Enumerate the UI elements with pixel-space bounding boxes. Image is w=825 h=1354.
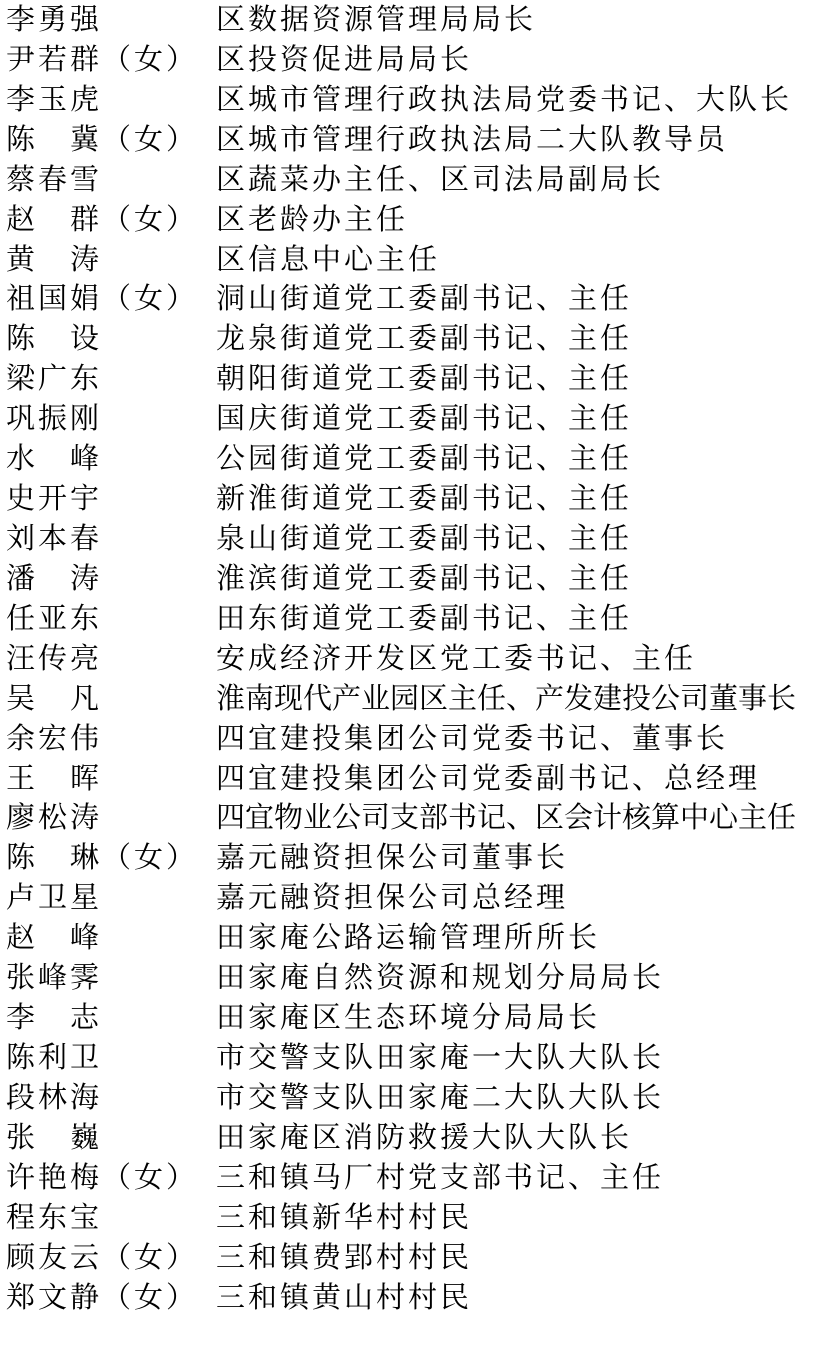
person-title: 四宜建投集团公司党委副书记、总经理 [216,760,761,795]
person-name: 祖国娟（女） [6,281,199,316]
person-name: 段林海 [6,1079,103,1114]
roster-row [6,399,821,439]
person-name: 程东宝 [6,1199,103,1234]
roster-row [6,519,821,559]
person-name: 赵 峰 [6,920,103,955]
roster-row [6,958,821,998]
person-title: 田家庵公路运输管理所所长 [216,920,601,955]
person-name: 陈 琳（女） [6,840,199,875]
person-name: 蔡春雪 [6,161,103,196]
roster-row [6,719,821,759]
roster-row [6,120,821,160]
person-name: 张 巍 [6,1119,103,1154]
person-name: 王 晖 [6,760,103,795]
person-name: 任亚东 [6,600,103,635]
roster-row [6,1118,821,1158]
roster-list [6,0,821,1317]
person-name: 赵 群（女） [6,201,199,236]
person-title: 区数据资源管理局局长 [216,2,537,36]
roster-row [6,439,821,479]
roster-row [6,1278,821,1318]
person-name: 张峰霁 [6,960,103,995]
roster-row [6,1038,821,1078]
person-title: 田家庵自然资源和规划分局局长 [216,960,665,995]
roster-row [6,639,821,679]
roster-row [6,599,821,639]
person-name: 梁广东 [6,361,103,396]
person-title: 区城市管理行政执法局二大队教导员 [216,121,729,156]
person-title: 区投资促进局局长 [216,41,473,76]
roster-row [6,998,821,1038]
person-title: 龙泉街道党工委副书记、主任 [216,321,633,356]
person-name: 陈 冀（女） [6,121,199,156]
person-name: 巩振刚 [6,401,103,436]
person-name: 李 志 [6,1000,103,1035]
person-title: 安成经济开发区党工委书记、主任 [216,640,697,675]
roster-row [6,479,821,519]
person-name: 史开宇 [6,481,103,516]
roster-row [6,679,821,719]
person-title: 淮滨街道党工委副书记、主任 [216,560,633,595]
person-title: 四宜物业公司支部书记、区会计核算中心主任 [216,800,797,835]
person-name: 陈利卫 [6,1039,103,1074]
person-title: 嘉元融资担保公司总经理 [216,880,569,915]
person-title: 国庆街道党工委副书记、主任 [216,401,633,436]
person-name: 刘本春 [6,520,103,555]
person-title: 市交警支队田家庵一大队大队长 [216,1039,665,1074]
person-name: 黄 涛 [6,241,103,276]
roster-row [6,559,821,599]
roster-row [6,359,821,399]
person-title: 三和镇新华村村民 [216,1199,473,1234]
person-title: 区老龄办主任 [216,201,409,236]
person-title: 泉山街道党工委副书记、主任 [216,520,633,555]
person-name: 许艳梅（女） [6,1159,199,1194]
roster-row [6,838,821,878]
roster-row [6,1198,821,1238]
roster-row [6,1158,821,1198]
person-name: 卢卫星 [6,880,103,915]
person-name: 廖松涛 [6,800,103,835]
person-title: 三和镇黄山村村民 [216,1279,473,1314]
person-name: 顾友云（女） [6,1239,199,1274]
person-title: 洞山街道党工委副书记、主任 [216,281,633,316]
person-name: 吴 凡 [6,680,103,715]
roster-row [6,240,821,280]
person-title: 朝阳街道党工委副书记、主任 [216,361,633,396]
person-title: 田家庵区生态环境分局局长 [216,1000,601,1035]
roster-row [6,319,821,359]
person-name: 水 峰 [6,441,103,476]
person-name: 汪传亮 [6,640,103,675]
person-title: 新淮街道党工委副书记、主任 [216,481,633,516]
person-name: 李勇强 [6,2,103,36]
person-name: 余宏伟 [6,720,103,755]
person-title: 田家庵区消防救援大队大队长 [216,1119,633,1154]
person-name: 尹若群（女） [6,41,199,76]
person-name: 李玉虎 [6,81,103,116]
person-title: 区蔬菜办主任、区司法局副局长 [216,161,665,196]
person-title: 三和镇马厂村党支部书记、主任 [216,1159,665,1194]
roster-row [6,279,821,319]
roster-row [6,200,821,240]
person-title: 田东街道党工委副书记、主任 [216,600,633,635]
person-name: 潘 涛 [6,560,103,595]
person-title: 市交警支队田家庵二大队大队长 [216,1079,665,1114]
roster-row [6,878,821,918]
roster-row [6,1238,821,1278]
roster-row [6,759,821,799]
person-name: 郑文静（女） [6,1279,199,1314]
person-name: 陈 设 [6,321,103,356]
person-title: 四宜建投集团公司党委书记、董事长 [216,720,729,755]
person-title: 公园街道党工委副书记、主任 [216,441,633,476]
roster-row [6,0,821,40]
person-title: 淮南现代产业园区主任、产发建投公司董事长 [216,680,797,715]
roster-row [6,40,821,80]
roster-row [6,918,821,958]
person-title: 三和镇费郢村村民 [216,1239,473,1274]
person-title: 区城市管理行政执法局党委书记、大队长 [216,81,793,116]
person-title: 区信息中心主任 [216,241,441,276]
roster-row [6,1078,821,1118]
roster-row [6,80,821,120]
roster-row [6,798,821,838]
person-title: 嘉元融资担保公司董事长 [216,840,569,875]
roster-row [6,160,821,200]
